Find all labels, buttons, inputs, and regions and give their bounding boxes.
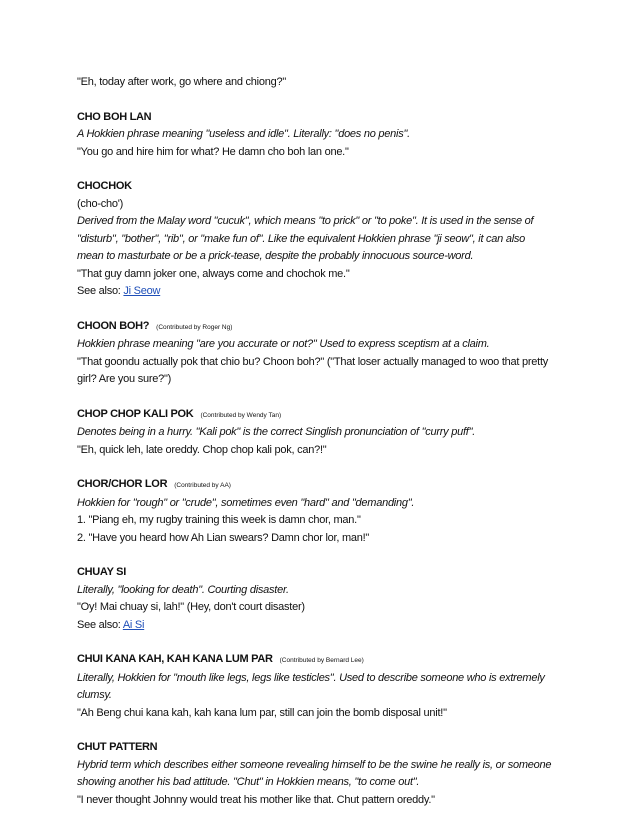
entry-chor-chor-lor [77, 476, 577, 547]
see-also-link-ai-si[interactable]: Ai Si [122, 618, 145, 631]
entry-term: CHO BOH LAN [77, 110, 152, 123]
entry-term: CHUAY SI [77, 566, 126, 578]
see-also-link-ji-seow[interactable]: Ji Seow [123, 285, 161, 297]
entry-term: CHOON BOH? [77, 319, 150, 332]
entry-definition: A Hokkien phrase meaning "useless and idle". Literally: "does no penis". [77, 128, 410, 140]
entry-term: CHUT PATTERN [77, 741, 158, 753]
entry-heading [77, 476, 577, 495]
entry-chut-pattern [77, 739, 577, 809]
entry-example-line: 2. "Have you heard how Ah Lian swears? Damn chor lor, man!" [77, 531, 370, 544]
entry-chuay-si [77, 564, 577, 634]
entry-example: "Oy! Mai chuay si, lah!" (Hey, don't court disaster) [77, 601, 305, 613]
see-also-label: See also: [77, 285, 124, 297]
intro-example: "Eh, today after work, go where and chiong?" [77, 76, 286, 88]
entry-term: CHOR/CHOR LOR [77, 478, 168, 490]
see-also [77, 283, 577, 301]
entry-pronunciation: (cho-cho') [77, 197, 124, 210]
entry-contributor: (Contributed by Bernard Lee) [279, 657, 364, 664]
entry-heading [77, 651, 577, 670]
entry-term: CHUI KANA KAH, KAH KANA LUM PAR [77, 653, 273, 665]
entry-contributor: (Contributed by AA) [174, 482, 231, 489]
entry-example: "I never thought Johnny would treat his mother like that. Chut pattern oreddy." [77, 793, 435, 806]
entry-definition: Hokkien phrase meaning "are you accurate or not?" Used to express sceptism at a claim. [77, 338, 490, 350]
entry-definition-line: Hybrid term which describes either someone revealing himself to be the swine he really is, or someone [77, 758, 552, 771]
entry-contributor: (Contributed by Wendy Tan) [200, 411, 282, 419]
entry-definition: Hokkien for "rough" or "crude", sometimes even "hard" and "demanding". [77, 496, 415, 509]
entry-definition-line: showing another his bad attitude. "Chut" in Hokkien means, "to come out". [77, 776, 420, 788]
entry-term: CHOCHOK [77, 180, 132, 192]
entry-definition-line: "disturb", "bother", "rib", or "make fun of". Like the equivalent Hokkien phrase "ji seow", it can also [77, 232, 526, 245]
entry-example: "That guy damn joker one, always come and chochok me." [77, 267, 350, 280]
entry-cho-boh-lan [77, 109, 577, 162]
entry-definition: Literally, "looking for death". Courting disaster. [77, 583, 289, 596]
entry-example: "Ah Beng chui kana kah, kah kana lum par, still can join the bomb disposal unit!" [77, 706, 447, 719]
entry-definition-line: Derived from the Malay word "cucuk", which means "to prick" or "to poke". It is used in the sense of [77, 215, 534, 227]
see-also [77, 617, 577, 635]
entry-example: "You go and hire him for what? He damn cho boh lan one." [77, 145, 349, 158]
entry-definition: Denotes being in a hurry. "Kali pok" is the correct Singlish pronunciation of "curry puff". [77, 426, 476, 438]
entry-example-line: girl? Are you sure?") [77, 373, 172, 385]
entry-term: CHOP CHOP KALI POK [77, 407, 194, 420]
entry-heading [77, 318, 577, 337]
entry-definition-line: Literally, Hokkien for "mouth like legs, legs like testicles". Used to describe someone who is extremely [77, 671, 545, 684]
entry-definition-line: clumsy. [77, 689, 112, 701]
entry-chop-chop-kali-pok [77, 406, 577, 460]
entry-contributor: (Contributed by Roger Ng) [156, 323, 233, 331]
see-also-label: See also: [77, 618, 123, 631]
document-page [77, 74, 577, 809]
entry-heading [77, 406, 577, 425]
entry-example: "Eh, quick leh, late oreddy. Chop chop kali pok, can?!" [77, 443, 327, 456]
entry-example-line: 1. "Piang eh, my rugby training this week is damn chor, man." [77, 514, 361, 526]
entry-chochok [77, 178, 577, 301]
entry-choon-boh [77, 318, 577, 389]
entry-definition-line: mean to masturbate or be a prick-tease, despite the probably innocuous source-word. [77, 250, 474, 262]
entry-example-line: "That goondu actually pok that chio bu? Choon boh?" ("That loser actually managed to woo that pretty [77, 355, 549, 368]
entry-chui-kana-kah [77, 651, 577, 722]
